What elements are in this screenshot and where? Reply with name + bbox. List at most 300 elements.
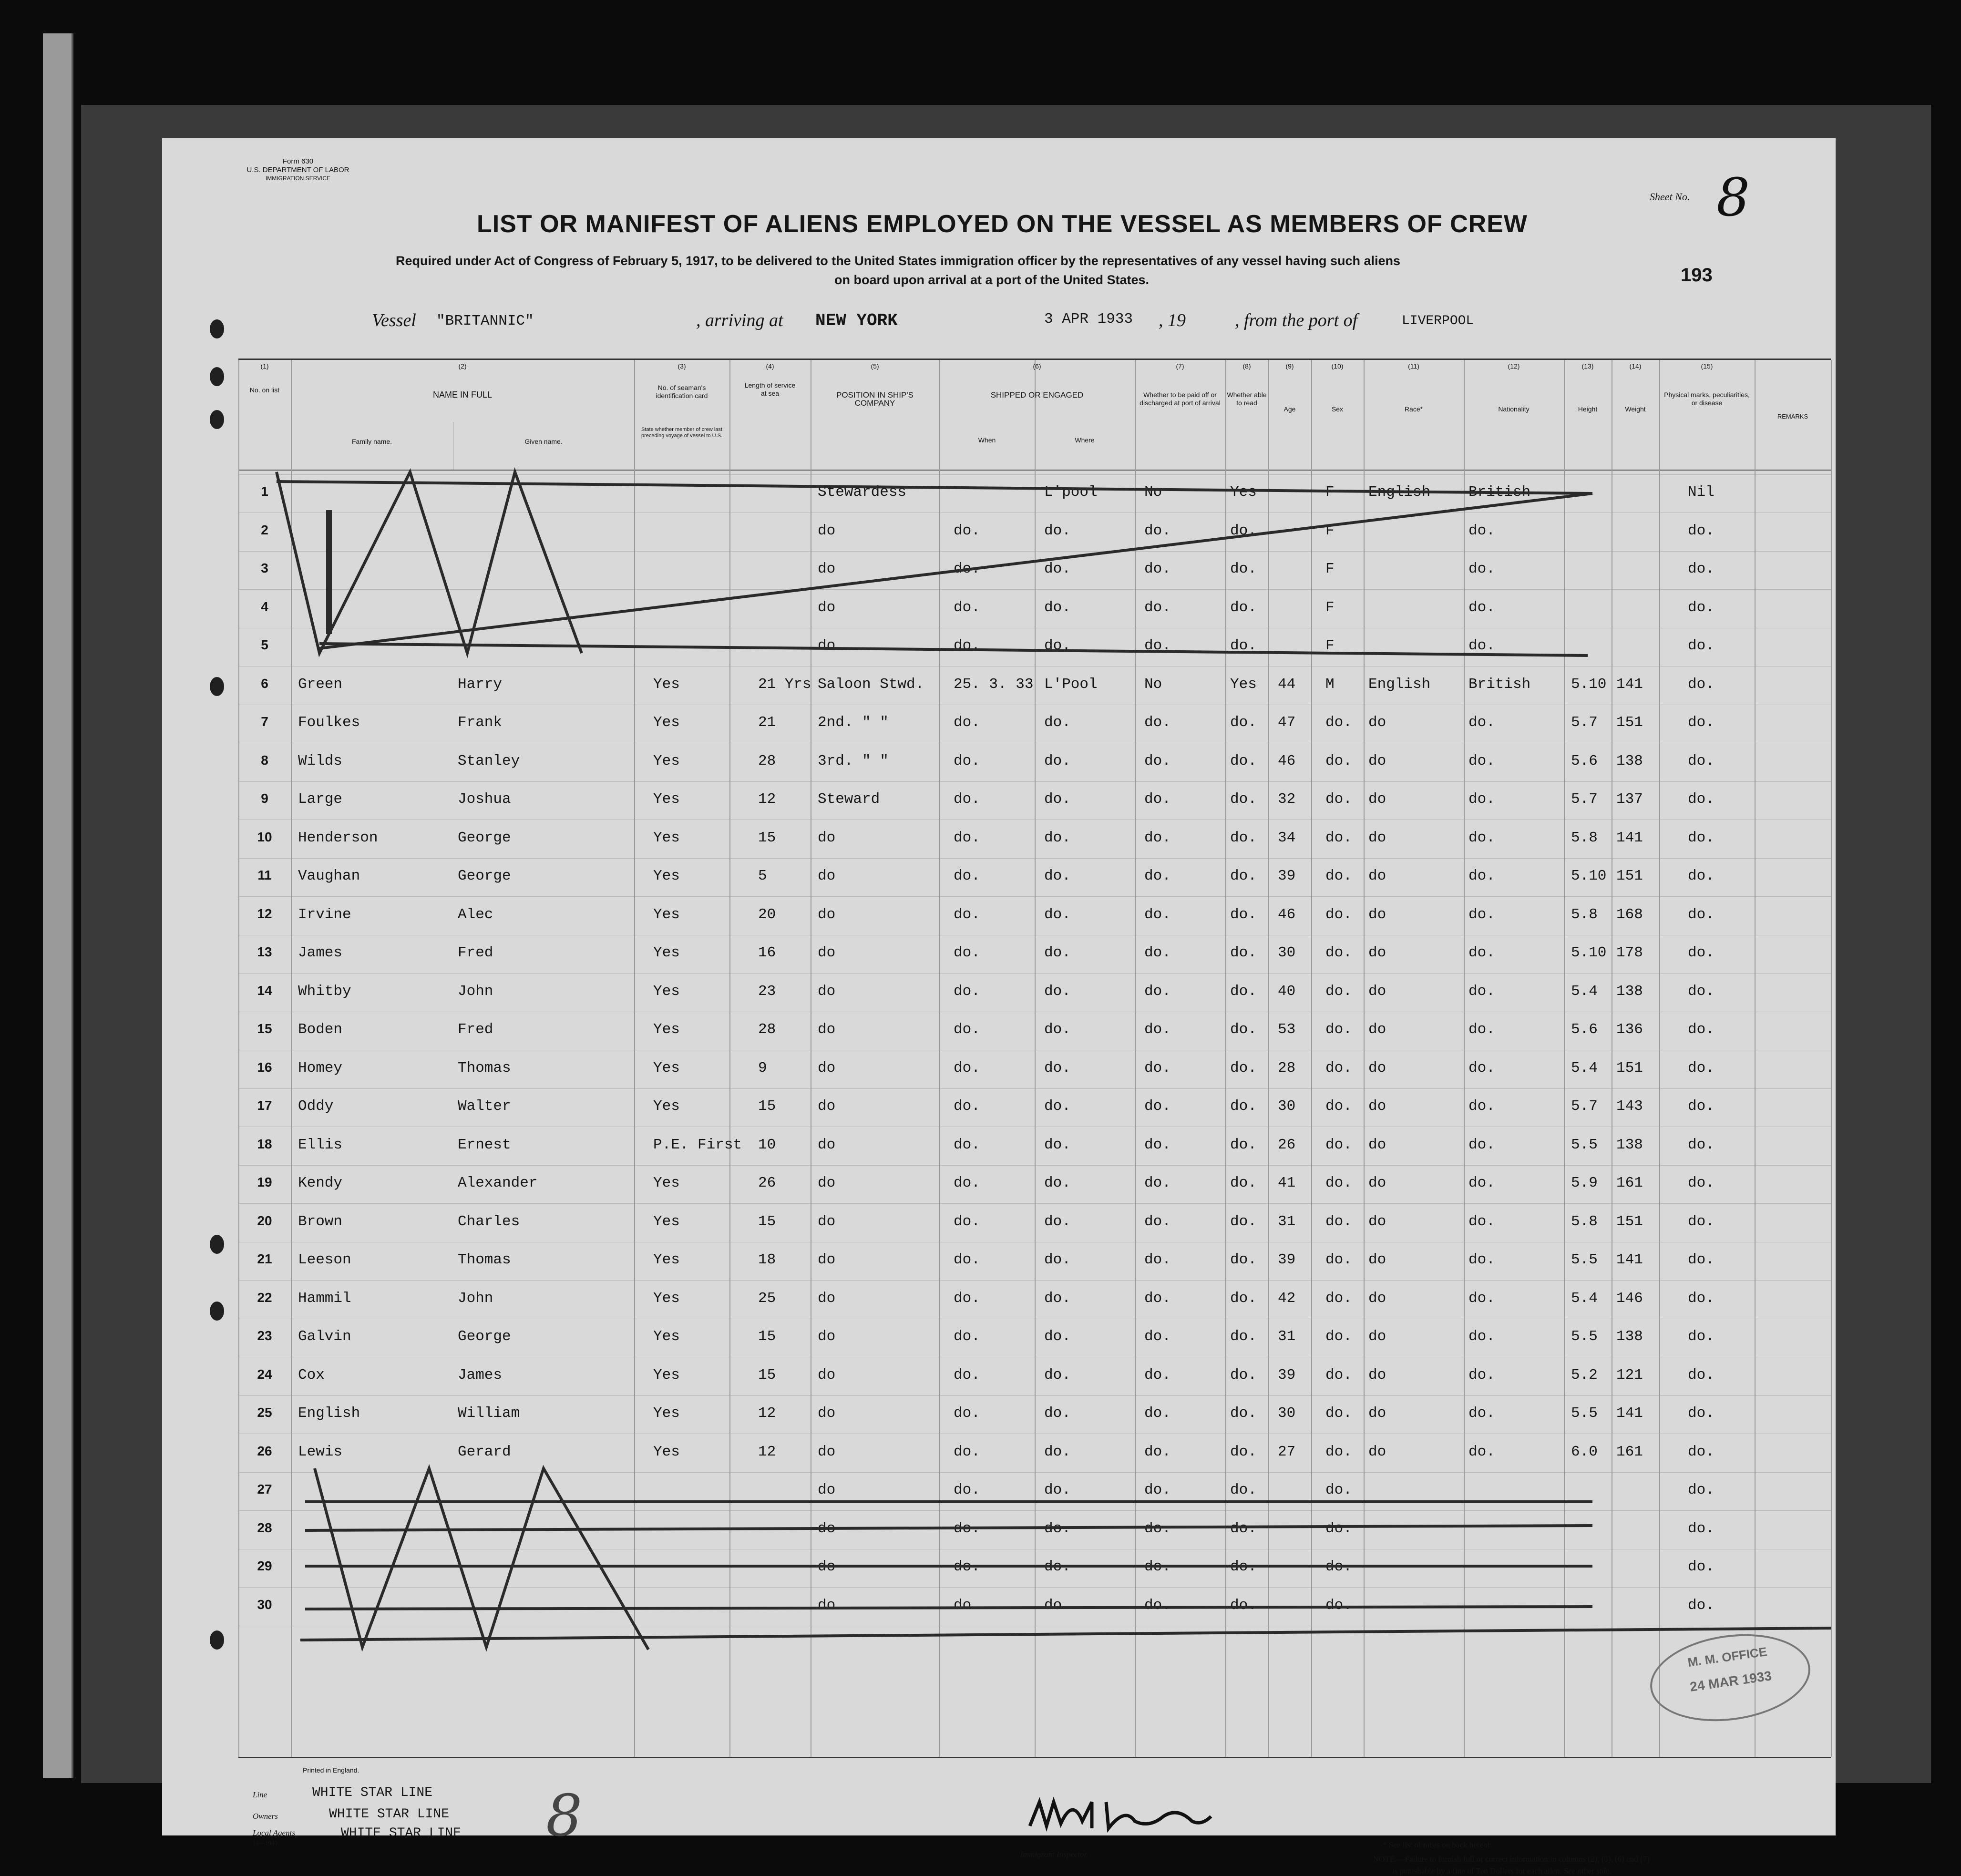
cell-service-length: 15 bbox=[758, 829, 776, 846]
cell-service-length: 18 bbox=[758, 1251, 776, 1268]
table-row bbox=[162, 1213, 1831, 1252]
cell-sex: do. bbox=[1325, 944, 1352, 961]
cell-sex: do. bbox=[1325, 983, 1352, 1000]
cell-shipped-where: do. bbox=[1044, 1213, 1071, 1230]
manifest-sheet bbox=[162, 138, 1836, 1876]
cell-service-length: 10 bbox=[758, 1136, 776, 1153]
cell-shipped-when: do. bbox=[954, 1443, 980, 1460]
cell-family-name: Oddy bbox=[298, 1098, 334, 1115]
cell-row-number: 23 bbox=[257, 1328, 272, 1343]
cell-height: 5.9 bbox=[1571, 1175, 1598, 1191]
immigrant-inspector-label: Immigrant Inspector. bbox=[1020, 1850, 1088, 1859]
cell-row-number: 8 bbox=[261, 752, 268, 768]
cell-shipped-when: do. bbox=[954, 868, 980, 884]
cell-race: do bbox=[1368, 944, 1386, 961]
col7-number: (7) bbox=[1176, 362, 1184, 370]
table-row bbox=[162, 1175, 1831, 1213]
cell-shipped-where: do. bbox=[1044, 944, 1071, 961]
cell-sex: do. bbox=[1325, 1059, 1352, 1076]
cell-able-to-read: do. bbox=[1230, 1328, 1257, 1345]
table-row bbox=[162, 1520, 1831, 1559]
cell-nationality: do. bbox=[1468, 1251, 1495, 1268]
table-row bbox=[162, 1444, 1831, 1482]
col6-when-header: When bbox=[978, 436, 996, 444]
cell-nationality: do. bbox=[1468, 599, 1495, 616]
cell-row-number: 24 bbox=[257, 1366, 272, 1382]
cell-race: do bbox=[1368, 1098, 1386, 1115]
cell-position: do bbox=[818, 983, 836, 1000]
cell-nationality: do. bbox=[1468, 714, 1495, 731]
cell-paid-off: do. bbox=[1144, 1136, 1171, 1153]
cell-age: 27 bbox=[1278, 1443, 1296, 1460]
cell-paid-off: do. bbox=[1144, 1213, 1171, 1230]
sheet-label: Sheet No. bbox=[1650, 191, 1690, 203]
cell-age: 30 bbox=[1278, 1405, 1296, 1422]
cell-shipped-where: do. bbox=[1044, 1597, 1071, 1614]
cell-shipped-when: do. bbox=[954, 1136, 980, 1153]
cell-position: do bbox=[818, 1213, 836, 1230]
cell-age: 31 bbox=[1278, 1328, 1296, 1345]
cell-shipped-when: do. bbox=[954, 637, 980, 654]
cell-nationality: British bbox=[1468, 676, 1531, 693]
col11-header: Race* bbox=[1404, 405, 1423, 413]
cell-age: 39 bbox=[1278, 868, 1296, 884]
cell-id-card: Yes bbox=[653, 944, 680, 961]
handwritten-mark: 8 bbox=[546, 1783, 583, 1849]
cell-row-number: 17 bbox=[257, 1098, 272, 1113]
cell-family-name: Vaughan bbox=[298, 868, 360, 884]
cell-id-card: Yes bbox=[653, 868, 680, 884]
cell-shipped-when: do. bbox=[954, 791, 980, 808]
cell-given-name: Joshua bbox=[458, 791, 511, 808]
from-port-label: , from the port of bbox=[1235, 310, 1358, 330]
cell-sex: do. bbox=[1325, 1328, 1352, 1345]
cell-weight: 151 bbox=[1616, 714, 1643, 731]
cell-shipped-where: do. bbox=[1044, 1405, 1071, 1422]
cell-height: 5.5 bbox=[1571, 1251, 1598, 1268]
cell-position: Steward bbox=[818, 791, 880, 808]
cell-age: 44 bbox=[1278, 676, 1296, 693]
cell-given-name: Harry bbox=[458, 676, 503, 693]
cell-position: do bbox=[818, 1136, 836, 1153]
cell-row-number: 13 bbox=[257, 944, 272, 959]
cell-able-to-read: do. bbox=[1230, 1520, 1257, 1537]
cell-physical-marks: do. bbox=[1688, 599, 1715, 616]
cell-given-name: Thomas bbox=[458, 1251, 511, 1268]
form-code: 14—1940 bbox=[253, 1839, 277, 1846]
cell-sex: do. bbox=[1325, 1213, 1352, 1230]
cell-id-card: Yes bbox=[653, 1443, 680, 1460]
cell-physical-marks: do. bbox=[1688, 1366, 1715, 1384]
cell-paid-off: do. bbox=[1144, 983, 1171, 1000]
cell-physical-marks: do. bbox=[1688, 1597, 1715, 1614]
cell-shipped-where: do. bbox=[1044, 1136, 1071, 1153]
cell-shipped-where: do. bbox=[1044, 561, 1071, 577]
cell-nationality: do. bbox=[1468, 1136, 1495, 1153]
cell-race: do bbox=[1368, 983, 1386, 1000]
cell-nationality: do. bbox=[1468, 1366, 1495, 1384]
cell-paid-off: do. bbox=[1144, 1251, 1171, 1268]
cell-physical-marks: do. bbox=[1688, 1443, 1715, 1460]
cell-able-to-read: do. bbox=[1230, 1251, 1257, 1268]
cell-given-name: Alec bbox=[458, 906, 493, 923]
cell-id-card: Yes bbox=[653, 1098, 680, 1115]
punch-hole bbox=[210, 410, 224, 429]
cell-able-to-read: do. bbox=[1230, 522, 1257, 539]
sheet-number: 8 bbox=[1716, 167, 1750, 228]
cell-row-number: 14 bbox=[257, 983, 272, 998]
cell-shipped-where: do. bbox=[1044, 868, 1071, 884]
col2-header: NAME IN FULL bbox=[432, 390, 493, 400]
cell-service-length: 28 bbox=[758, 752, 776, 769]
cell-service-length: 21 Yrs bbox=[758, 676, 811, 693]
cell-weight: 151 bbox=[1616, 1059, 1643, 1076]
cell-service-length: 28 bbox=[758, 1021, 776, 1038]
cell-sex: F bbox=[1325, 522, 1335, 539]
vessel-label: Vessel bbox=[372, 310, 416, 330]
cell-position: do bbox=[818, 868, 836, 884]
cell-shipped-where: do. bbox=[1044, 599, 1071, 616]
owners: WHITE STAR LINE bbox=[329, 1807, 450, 1822]
cell-shipped-where: do. bbox=[1044, 829, 1071, 846]
cell-weight: 138 bbox=[1616, 983, 1643, 1000]
page-title: LIST OR MANIFEST OF ALIENS EMPLOYED ON THE VESSEL AS MEMBERS OF CREW bbox=[477, 210, 1528, 238]
cell-race: English bbox=[1368, 676, 1431, 693]
table-row bbox=[162, 1251, 1831, 1290]
table-row bbox=[162, 1098, 1831, 1137]
table-row bbox=[162, 791, 1831, 830]
cell-race: do bbox=[1368, 752, 1386, 769]
cell-given-name: Fred bbox=[458, 1021, 493, 1038]
cell-race: do bbox=[1368, 906, 1386, 923]
cell-family-name: Boden bbox=[298, 1021, 343, 1038]
cell-position: do bbox=[818, 1366, 836, 1384]
binder-strip bbox=[43, 33, 73, 1778]
cell-shipped-when: do. bbox=[954, 829, 980, 846]
cell-able-to-read: do. bbox=[1230, 1059, 1257, 1076]
cell-position: Saloon Stwd. bbox=[818, 676, 924, 693]
table-row bbox=[162, 1021, 1831, 1060]
cell-position: do bbox=[818, 1098, 836, 1115]
cell-paid-off: do. bbox=[1144, 1059, 1171, 1076]
shipping-line: WHITE STAR LINE bbox=[312, 1785, 433, 1800]
cell-nationality: do. bbox=[1468, 752, 1495, 769]
cell-paid-off: No bbox=[1144, 676, 1162, 693]
cell-paid-off: do. bbox=[1144, 599, 1171, 616]
col13-number: (13) bbox=[1581, 362, 1594, 370]
cell-shipped-when: do. bbox=[954, 1482, 980, 1498]
cell-id-card: Yes bbox=[653, 1251, 680, 1268]
cell-weight: 151 bbox=[1616, 868, 1643, 884]
table-row bbox=[162, 830, 1831, 868]
cell-family-name: Hammil bbox=[298, 1290, 351, 1307]
cell-family-name: Lewis bbox=[298, 1443, 343, 1460]
cell-position: do bbox=[818, 561, 836, 577]
col7-header: Whether to be paid off or discharged at port of arrival bbox=[1140, 391, 1221, 407]
cell-row-number: 3 bbox=[261, 561, 268, 575]
subtitle-line-2: on board upon arrival at a port of the United States. bbox=[834, 273, 1150, 287]
arriving-label: , arriving at bbox=[696, 310, 783, 330]
cell-nationality: British bbox=[1468, 484, 1531, 501]
cell-given-name: Fred bbox=[458, 944, 493, 961]
cell-given-name: Frank bbox=[458, 714, 503, 731]
cell-position: do bbox=[818, 1443, 836, 1460]
cell-physical-marks: do. bbox=[1688, 522, 1715, 539]
cell-id-card: Yes bbox=[653, 791, 680, 808]
cell-shipped-when: do. bbox=[954, 1251, 980, 1268]
table-bottom-border bbox=[238, 1757, 1831, 1758]
cell-age: 46 bbox=[1278, 752, 1296, 769]
cell-shipped-where: do. bbox=[1044, 1021, 1071, 1038]
cell-shipped-when: do. bbox=[954, 1405, 980, 1422]
cell-age: 30 bbox=[1278, 944, 1296, 961]
cell-physical-marks: do. bbox=[1688, 637, 1715, 654]
cell-row-number: 30 bbox=[257, 1597, 272, 1612]
cell-nationality: do. bbox=[1468, 1213, 1495, 1230]
cell-shipped-where: do. bbox=[1044, 1098, 1071, 1115]
cell-weight: 138 bbox=[1616, 1136, 1643, 1153]
inspector-signature bbox=[1020, 1788, 1221, 1840]
cell-sex: do. bbox=[1325, 1098, 1352, 1115]
cell-age: 39 bbox=[1278, 1251, 1296, 1268]
table-row bbox=[162, 599, 1831, 638]
cell-height: 5.10 bbox=[1571, 944, 1607, 961]
cell-nationality: do. bbox=[1468, 1443, 1495, 1460]
cell-position: 3rd. " " bbox=[818, 752, 889, 769]
cell-row-number: 28 bbox=[257, 1520, 272, 1535]
cell-position: do bbox=[818, 637, 836, 654]
col14-number: (14) bbox=[1629, 362, 1642, 370]
cell-sex: do. bbox=[1325, 1597, 1352, 1614]
col15-number: (15) bbox=[1701, 362, 1713, 370]
cell-position: do bbox=[818, 1175, 836, 1191]
cell-shipped-where: do. bbox=[1044, 1059, 1071, 1076]
cell-given-name: Alexander bbox=[458, 1175, 538, 1191]
cell-row-number: 19 bbox=[257, 1175, 272, 1189]
stamp-date: 24 MAR 1933 bbox=[1689, 1668, 1773, 1694]
cell-family-name: English bbox=[298, 1405, 360, 1422]
col12-number: (12) bbox=[1508, 362, 1520, 370]
cell-physical-marks: do. bbox=[1688, 1021, 1715, 1038]
cell-shipped-where: do. bbox=[1044, 983, 1071, 1000]
cell-sex: F bbox=[1325, 484, 1335, 501]
service-name: IMMIGRATION SERVICE bbox=[265, 175, 331, 182]
cell-shipped-when: do. bbox=[954, 906, 980, 923]
cell-height: 5.7 bbox=[1571, 1098, 1598, 1115]
cell-age: 53 bbox=[1278, 1021, 1296, 1038]
cell-sex: do. bbox=[1325, 714, 1352, 731]
cell-weight: 121 bbox=[1616, 1366, 1643, 1384]
cell-service-length: 12 bbox=[758, 1405, 776, 1422]
cell-given-name: Walter bbox=[458, 1098, 511, 1115]
cell-paid-off: do. bbox=[1144, 829, 1171, 846]
cell-physical-marks: do. bbox=[1688, 1175, 1715, 1191]
cell-paid-off: do. bbox=[1144, 637, 1171, 654]
cell-nationality: do. bbox=[1468, 1328, 1495, 1345]
cell-able-to-read: do. bbox=[1230, 1290, 1257, 1307]
cell-age: 28 bbox=[1278, 1059, 1296, 1076]
cell-weight: 151 bbox=[1616, 1213, 1643, 1230]
table-row bbox=[162, 1597, 1831, 1636]
cell-nationality: do. bbox=[1468, 983, 1495, 1000]
col2-given-header: Given name. bbox=[524, 438, 563, 445]
col9-header: Age bbox=[1283, 405, 1296, 413]
cell-id-card: Yes bbox=[653, 714, 680, 731]
cell-physical-marks: do. bbox=[1688, 1136, 1715, 1153]
cell-able-to-read: do. bbox=[1230, 1213, 1257, 1230]
cell-height: 5.8 bbox=[1571, 829, 1598, 846]
cell-family-name: Irvine bbox=[298, 906, 351, 923]
cell-id-card: P.E. First bbox=[653, 1136, 742, 1153]
cell-row-number: 10 bbox=[257, 829, 272, 844]
table-row bbox=[162, 906, 1831, 945]
cell-given-name: John bbox=[458, 983, 493, 1000]
cell-height: 5.5 bbox=[1571, 1136, 1598, 1153]
cell-id-card: Yes bbox=[653, 1290, 680, 1307]
cell-race: do bbox=[1368, 1443, 1386, 1460]
cell-row-number: 1 bbox=[261, 484, 268, 499]
cell-weight: 136 bbox=[1616, 1021, 1643, 1038]
cell-id-card: Yes bbox=[653, 1328, 680, 1345]
cell-height: 5.2 bbox=[1571, 1366, 1598, 1384]
cell-shipped-where: do. bbox=[1044, 1558, 1071, 1575]
cell-id-card: Yes bbox=[653, 1405, 680, 1422]
col6-where-header: Where bbox=[1075, 436, 1095, 444]
col13-header: Height bbox=[1578, 405, 1598, 413]
cell-shipped-where: do. bbox=[1044, 1482, 1071, 1498]
cell-physical-marks: do. bbox=[1688, 752, 1715, 769]
cell-row-number: 26 bbox=[257, 1443, 272, 1458]
cell-given-name: James bbox=[458, 1366, 503, 1384]
cell-paid-off: do. bbox=[1144, 1520, 1171, 1537]
cell-physical-marks: do. bbox=[1688, 1251, 1715, 1268]
cell-paid-off: do. bbox=[1144, 791, 1171, 808]
cell-age: 41 bbox=[1278, 1175, 1296, 1191]
cell-given-name: George bbox=[458, 1328, 511, 1345]
cell-family-name: Wilds bbox=[298, 752, 343, 769]
cell-paid-off: do. bbox=[1144, 1098, 1171, 1115]
cell-position: do bbox=[818, 1597, 836, 1614]
stamp-office: M. M. OFFICE bbox=[1686, 1644, 1768, 1670]
col6-header: SHIPPED OR ENGAGED bbox=[990, 390, 1084, 400]
cell-sex: do. bbox=[1325, 1136, 1352, 1153]
cell-sex: do. bbox=[1325, 1558, 1352, 1575]
col3-number: (3) bbox=[678, 362, 686, 370]
cell-paid-off: do. bbox=[1144, 1366, 1171, 1384]
cell-service-length: 5 bbox=[758, 868, 767, 884]
cell-able-to-read: do. bbox=[1230, 1558, 1257, 1575]
cell-position: do bbox=[818, 1059, 836, 1076]
cell-sex: do. bbox=[1325, 752, 1352, 769]
cell-family-name: Cox bbox=[298, 1366, 325, 1384]
cell-sex: do. bbox=[1325, 1021, 1352, 1038]
cell-paid-off: do. bbox=[1144, 522, 1171, 539]
cell-shipped-when: do. bbox=[954, 1290, 980, 1307]
cell-able-to-read: do. bbox=[1230, 561, 1257, 577]
cell-weight: 141 bbox=[1616, 1405, 1643, 1422]
cell-shipped-where: do. bbox=[1044, 752, 1071, 769]
cell-shipped-where: do. bbox=[1044, 714, 1071, 731]
cell-given-name: William bbox=[458, 1405, 520, 1422]
cell-height: 5.8 bbox=[1571, 906, 1598, 923]
cell-able-to-read: do. bbox=[1230, 1405, 1257, 1422]
page-number: 193 bbox=[1681, 265, 1713, 286]
cell-sex: do. bbox=[1325, 1405, 1352, 1422]
cell-given-name: Charles bbox=[458, 1213, 520, 1230]
cell-nationality: do. bbox=[1468, 906, 1495, 923]
cell-age: 47 bbox=[1278, 714, 1296, 731]
cell-family-name: Whitby bbox=[298, 983, 351, 1000]
cell-weight: 138 bbox=[1616, 1328, 1643, 1345]
cell-position: do bbox=[818, 906, 836, 923]
cell-sex: F bbox=[1325, 637, 1335, 654]
cell-able-to-read: do. bbox=[1230, 944, 1257, 961]
cell-position: Stewardess bbox=[818, 484, 907, 501]
cell-position: do bbox=[818, 1520, 836, 1537]
table-row bbox=[162, 1328, 1831, 1367]
cell-row-number: 22 bbox=[257, 1290, 272, 1305]
cell-sex: do. bbox=[1325, 1175, 1352, 1191]
cell-sex: do. bbox=[1325, 1251, 1352, 1268]
table-row bbox=[162, 484, 1831, 523]
cell-physical-marks: do. bbox=[1688, 906, 1715, 923]
cell-nationality: do. bbox=[1468, 1098, 1495, 1115]
cell-physical-marks: do. bbox=[1688, 983, 1715, 1000]
cell-family-name: Foulkes bbox=[298, 714, 360, 731]
cell-able-to-read: do. bbox=[1230, 1175, 1257, 1191]
cell-sex: F bbox=[1325, 561, 1335, 577]
cell-paid-off: do. bbox=[1144, 944, 1171, 961]
cell-shipped-when: do. bbox=[954, 1021, 980, 1038]
cell-weight: 168 bbox=[1616, 906, 1643, 923]
col4-number: (4) bbox=[766, 362, 774, 370]
cell-shipped-when: do. bbox=[954, 1558, 980, 1575]
cell-sex: do. bbox=[1325, 1482, 1352, 1498]
cell-position: do bbox=[818, 1405, 836, 1422]
cell-able-to-read: do. bbox=[1230, 983, 1257, 1000]
cell-family-name: Leeson bbox=[298, 1251, 351, 1268]
cell-age: 46 bbox=[1278, 906, 1296, 923]
col8-header: Whether able to read bbox=[1227, 391, 1267, 407]
cell-shipped-where: do. bbox=[1044, 1520, 1071, 1537]
cell-paid-off: do. bbox=[1144, 752, 1171, 769]
cell-paid-off: do. bbox=[1144, 1597, 1171, 1614]
table-row bbox=[162, 1558, 1831, 1597]
cell-height: 5.6 bbox=[1571, 752, 1598, 769]
cell-service-length: 15 bbox=[758, 1098, 776, 1115]
cell-family-name: Galvin bbox=[298, 1328, 351, 1345]
cell-family-name: James bbox=[298, 944, 343, 961]
table-row bbox=[162, 523, 1831, 561]
cell-given-name: George bbox=[458, 868, 511, 884]
cell-sex: do. bbox=[1325, 1366, 1352, 1384]
cell-height: 5.10 bbox=[1571, 676, 1607, 693]
col3-note: State whether member of crew last preceding voyage of vessel to U.S. bbox=[641, 427, 722, 439]
cell-able-to-read: do. bbox=[1230, 868, 1257, 884]
race-footnote: * See list of races on back hereof. bbox=[1383, 1840, 1492, 1849]
cell-given-name: Ernest bbox=[458, 1136, 511, 1153]
cell-height: 5.6 bbox=[1571, 1021, 1598, 1038]
remarks-header: REMARKS bbox=[1777, 413, 1808, 420]
cell-shipped-where: do. bbox=[1044, 906, 1071, 923]
cell-able-to-read: do. bbox=[1230, 1098, 1257, 1115]
cell-shipped-where: do. bbox=[1044, 1443, 1071, 1460]
cell-paid-off: do. bbox=[1144, 906, 1171, 923]
cell-height: 5.5 bbox=[1571, 1405, 1598, 1422]
cell-sex: do. bbox=[1325, 829, 1352, 846]
cell-race: do bbox=[1368, 1366, 1386, 1384]
cell-race: do bbox=[1368, 1213, 1386, 1230]
